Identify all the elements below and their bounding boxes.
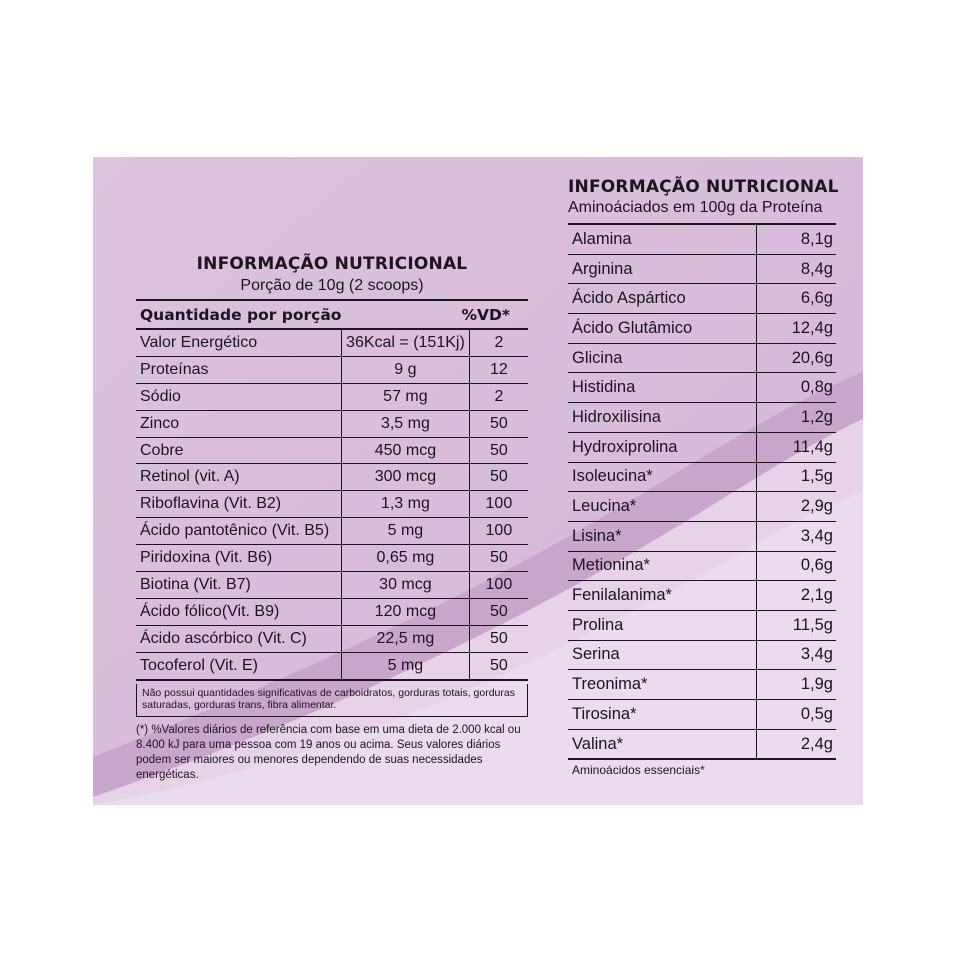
table-row [568, 343, 836, 373]
amino-acid-name: Alamina [568, 224, 756, 254]
table-row [136, 410, 528, 437]
table-row [136, 437, 528, 464]
amino-acid-name: Fenilalanima* [568, 581, 756, 611]
table-row [568, 462, 836, 492]
table-row [136, 652, 528, 679]
table-row [568, 403, 836, 433]
nutrient-amount: 300 mcg [342, 464, 470, 491]
nutrient-amount: 30 mcg [342, 572, 470, 599]
nutrient-name: Ácido pantotênico (Vit. B5) [136, 518, 342, 545]
amino-acid-value: 2,4g [756, 729, 836, 759]
table-row [136, 464, 528, 491]
table-row [568, 521, 836, 551]
serving-size: Porção de 10g (2 scoops) [240, 277, 424, 294]
nutrient-amount: 9 g [342, 356, 470, 383]
nutrient-amount: 1,3 mg [342, 491, 470, 518]
amino-acid-value: 11,4g [756, 432, 836, 462]
table-row [136, 356, 528, 383]
amino-acid-title: INFORMAÇÃO NUTRICIONAL [568, 177, 839, 197]
amino-acid-name: Ácido Aspártico [568, 284, 756, 314]
nutrient-daily-value: 50 [469, 625, 528, 652]
amino-acid-value: 3,4g [756, 521, 836, 551]
amino-acid-name: Metionina* [568, 551, 756, 581]
amino-acid-name: Hidroxilisina [568, 403, 756, 433]
nutrient-name: Ácido fólico(Vit. B9) [136, 598, 342, 625]
nutrient-name: Tocoferol (Vit. E) [136, 652, 342, 679]
nutrition-note: Não possui quantidades significativas de carboidratos, gorduras totais, gorduras saturadas, gorduras trans, fibra alimentar. [136, 684, 528, 717]
amino-acid-value: 8,4g [756, 254, 836, 284]
table-row [568, 581, 836, 611]
nutrient-name: Cobre [136, 437, 342, 464]
header-quantity: Quantidade por porção [140, 305, 342, 324]
amino-acid-value: 1,9g [756, 670, 836, 700]
amino-acid-value: 6,6g [756, 284, 836, 314]
nutrient-daily-value: 50 [469, 652, 528, 679]
nutrient-amount: 5 mg [342, 652, 470, 679]
table-row [568, 610, 836, 640]
table-row [568, 284, 836, 314]
nutrient-amount: 57 mg [342, 383, 470, 410]
nutrition-facts-block [136, 254, 528, 783]
table-row [568, 551, 836, 581]
amino-acid-block [568, 177, 839, 778]
amino-acid-value: 0,5g [756, 700, 836, 730]
amino-acid-name: Tirosina* [568, 700, 756, 730]
amino-acid-value: 1,2g [756, 403, 836, 433]
amino-acid-value: 0,8g [756, 373, 836, 403]
nutrition-label-panel [93, 157, 863, 805]
amino-acid-name: Hydroxiprolina [568, 432, 756, 462]
amino-acid-value: 8,1g [756, 224, 836, 254]
amino-acid-value: 12,4g [756, 314, 836, 344]
table-row [136, 518, 528, 545]
nutrient-daily-value: 50 [469, 545, 528, 572]
nutrient-amount: 450 mcg [342, 437, 470, 464]
table-row [568, 224, 836, 254]
daily-value-footnote: (*) %Valores diários de referência com base em uma dieta de 2.000 kcal ou 8.400 kJ para uma pessoa com 19 anos ou acima. Seus valores diários podem ser maiores ou menores dependendo de suas necessidades energéticas. [136, 723, 521, 781]
amino-acid-name: Valina* [568, 729, 756, 759]
amino-acid-value: 2,9g [756, 492, 836, 522]
nutrient-daily-value: 12 [469, 356, 528, 383]
table-row [568, 640, 836, 670]
amino-acid-name: Histidina [568, 373, 756, 403]
amino-acid-subtitle: Aminoáciados em 100g da Proteína [568, 199, 823, 216]
nutrient-name: Valor Energético [136, 330, 342, 356]
nutrient-name: Proteínas [136, 356, 342, 383]
amino-acid-value: 11,5g [756, 610, 836, 640]
essential-amino-note: Aminoácidos essenciais* [572, 763, 705, 778]
nutrient-amount: 22,5 mg [342, 625, 470, 652]
amino-acid-name: Serina [568, 640, 756, 670]
nutrient-daily-value: 2 [469, 330, 528, 356]
amino-acid-name: Treonima* [568, 670, 756, 700]
amino-acid-name: Arginina [568, 254, 756, 284]
nutrient-daily-value: 100 [469, 572, 528, 599]
nutrient-amount: 120 mcg [342, 598, 470, 625]
nutrient-daily-value: 50 [469, 437, 528, 464]
header-daily-value: %VD* [461, 305, 510, 324]
table-row [136, 545, 528, 572]
nutrient-name: Riboflavina (Vit. B2) [136, 491, 342, 518]
amino-acid-value: 2,1g [756, 581, 836, 611]
nutrient-name: Sódio [136, 383, 342, 410]
amino-acid-name: Isoleucina* [568, 462, 756, 492]
nutrition-facts-title: INFORMAÇÃO NUTRICIONAL [196, 254, 468, 274]
nutrient-daily-value: 100 [469, 518, 528, 545]
table-row [568, 432, 836, 462]
nutrient-name: Zinco [136, 410, 342, 437]
amino-acid-name: Glicina [568, 343, 756, 373]
table-row [136, 572, 528, 599]
table-row [568, 729, 836, 759]
amino-acid-value: 1,5g [756, 462, 836, 492]
table-row [136, 330, 528, 356]
nutrient-name: Retinol (vit. A) [136, 464, 342, 491]
amino-acid-value: 0,6g [756, 551, 836, 581]
table-row [568, 670, 836, 700]
nutrient-daily-value: 2 [469, 383, 528, 410]
table-row [568, 700, 836, 730]
amino-acid-name: Ácido Glutâmico [568, 314, 756, 344]
amino-acid-name: Lisina* [568, 521, 756, 551]
table-row [568, 373, 836, 403]
amino-acid-value: 20,6g [756, 343, 836, 373]
nutrient-daily-value: 50 [469, 464, 528, 491]
nutrient-daily-value: 100 [469, 491, 528, 518]
table-row [136, 598, 528, 625]
nutrition-table [136, 330, 528, 681]
table-row [568, 314, 836, 344]
nutrient-daily-value: 50 [469, 598, 528, 625]
amino-acid-table [568, 223, 836, 760]
nutrient-amount: 36Kcal = (151Kj) [342, 330, 470, 356]
amino-acid-value: 3,4g [756, 640, 836, 670]
table-row [136, 383, 528, 410]
table-row [568, 254, 836, 284]
nutrition-table-header [136, 299, 528, 330]
amino-acid-name: Leucina* [568, 492, 756, 522]
nutrient-daily-value: 50 [469, 410, 528, 437]
nutrient-amount: 0,65 mg [342, 545, 470, 572]
table-row [568, 492, 836, 522]
nutrient-name: Biotina (Vit. B7) [136, 572, 342, 599]
nutrient-amount: 3,5 mg [342, 410, 470, 437]
table-row [136, 491, 528, 518]
amino-acid-name: Prolina [568, 610, 756, 640]
nutrient-amount: 5 mg [342, 518, 470, 545]
nutrient-name: Ácido ascórbico (Vit. C) [136, 625, 342, 652]
table-row [136, 625, 528, 652]
nutrient-name: Piridoxina (Vit. B6) [136, 545, 342, 572]
